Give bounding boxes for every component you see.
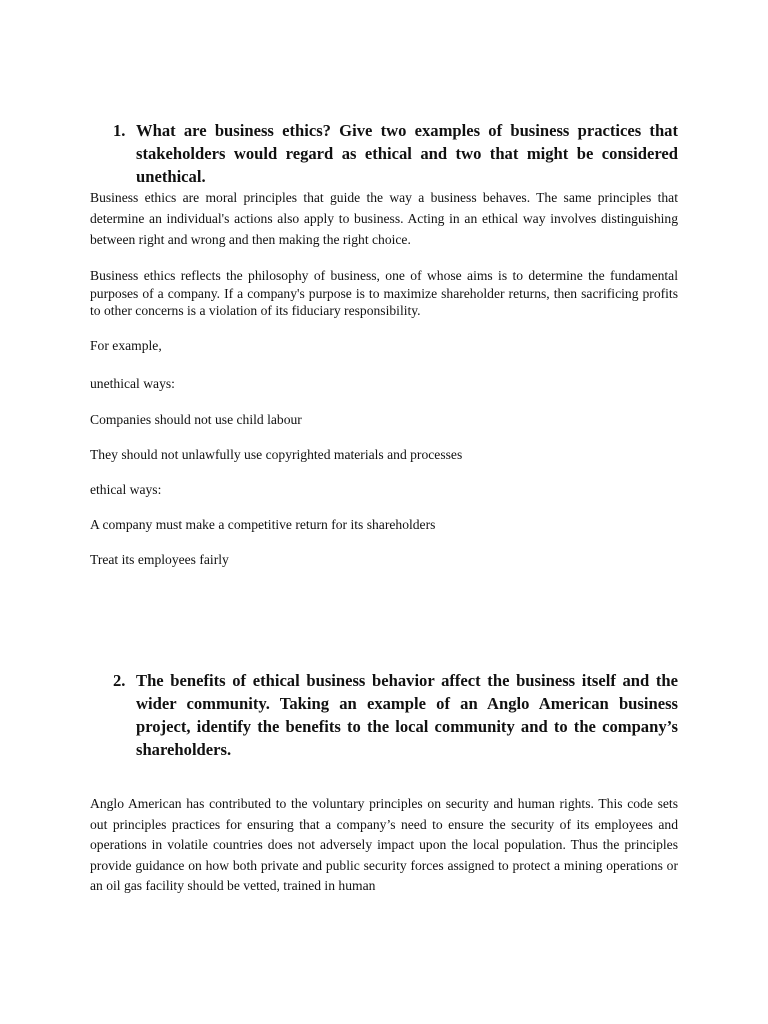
list-item: A company must make a competitive return for its shareholders <box>90 517 436 532</box>
question-text: The benefits of ethical business behavior affect the business itself and the wider community. Taking an example of an Anglo American business project, identify the benefits to the local community and to the company’s shareholders. <box>136 671 678 759</box>
question-number: 1. <box>113 121 126 140</box>
question-number: 2. <box>113 671 126 690</box>
answer-paragraph-3: Anglo American has contributed to the voluntary principles on security and human rights. This code sets out principles practices for ensuring that a company’s need to ensure the security of its employees and operations in volatile countries does not adversely impact upon the local population. Thus the principles provide guidance on how both private and public security forces assigned to protect a mining operations or an oil gas facility should be vetted, trained in human <box>90 796 678 893</box>
list-item: Treat its employees fairly <box>90 552 229 567</box>
for-example-label: For example, <box>90 338 162 353</box>
ethical-heading: ethical ways: <box>90 482 162 497</box>
question-1 <box>113 119 678 188</box>
list-item: Companies should not use child labour <box>90 412 302 427</box>
question-text: What are business ethics? Give two examples of business practices that stakeholders would regard as ethical and two that might be considered unethical. <box>136 121 678 186</box>
unethical-heading: unethical ways: <box>90 376 175 391</box>
question-2 <box>113 669 678 761</box>
answer-paragraph-1: Business ethics are moral principles that guide the way a business behaves. The same principles that determine an individual's actions also apply to business. Acting in an ethical way involves distinguishing between right and wrong and then making the right choice. <box>90 190 678 247</box>
answer-paragraph-2: Business ethics reflects the philosophy of business, one of whose aims is to determine the fundamental purposes of a company. If a company's purpose is to maximize shareholder returns, then sacrificing profits to other concerns is a violation of its fiduciary responsibility. <box>90 268 678 318</box>
list-item: They should not unlawfully use copyrighted materials and processes <box>90 447 463 462</box>
